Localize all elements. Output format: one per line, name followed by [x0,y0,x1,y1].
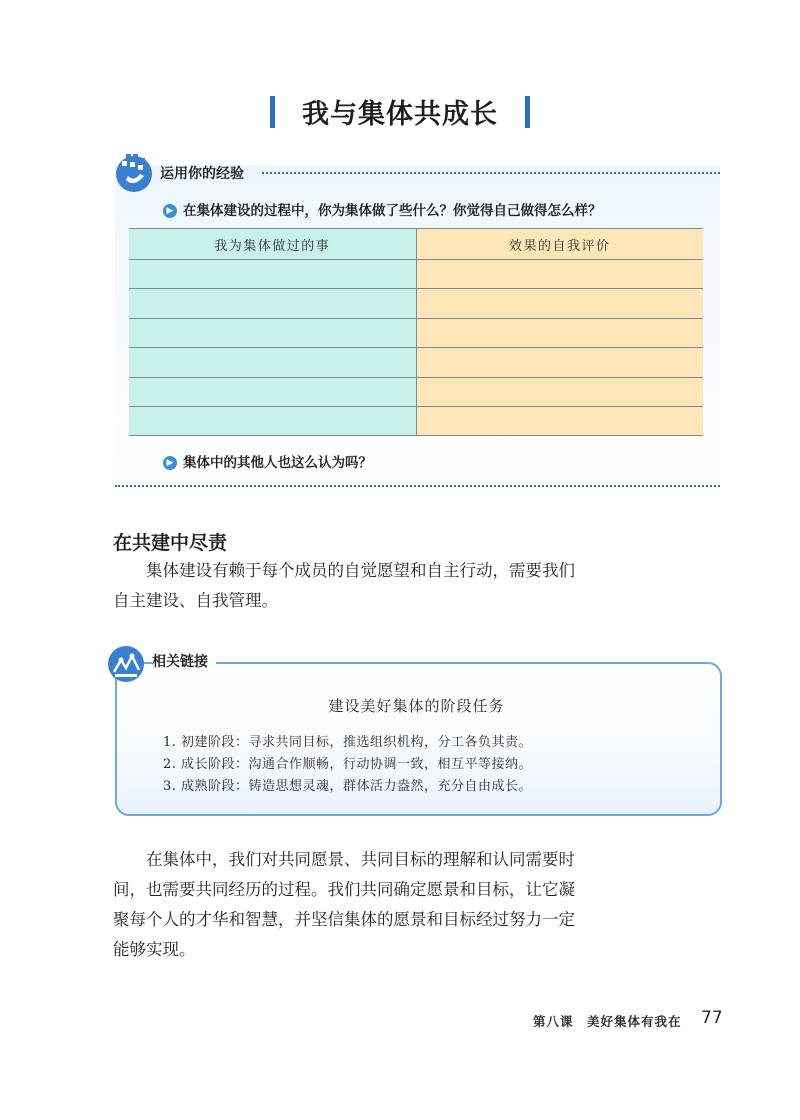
play-arrow-icon: ▶ [163,204,177,218]
table-cell [129,406,416,435]
table-row [129,406,703,435]
list-item: 1. 初建阶段：寻求共同目标，推选组织机构，分工各负其责。 [163,735,533,750]
table-cell [129,289,416,318]
section-paragraph: 集体建设有赖于每个成员的自觉愿望和自主行动，需要我们自主建设、自我管理。 [113,561,575,610]
play-arrow-icon: ▶ [163,456,177,470]
question-1-text: 在集体建设的过程中，你为集体做了些什么？你觉得自己做得怎么样？ [183,203,602,219]
question-2-text: 集体中的其他人也这么认为吗？ [183,455,372,471]
table-cell [129,260,416,289]
page-number: 77 [701,1008,723,1028]
experience-label: 运用你的经验 [160,166,244,182]
experience-divider-top [262,172,720,174]
lesson-footer: 第八课 美好集体有我在 [533,1014,682,1029]
table-row [129,289,703,318]
table-header-deeds: 我为集体做过的事 [129,229,416,260]
table-cell [129,318,416,347]
table-cell [416,348,703,377]
table-cell [416,318,703,347]
page-title: 我与集体共成长 [302,99,498,130]
list-item: 2. 成长阶段：沟通合作顺畅，行动协调一致，相互平等接纳。 [163,757,533,772]
experience-table [129,228,703,436]
question-2 [163,451,372,471]
title-bar-left [270,96,275,128]
related-link-label: 相关链接 [152,651,216,671]
closing-paragraph: 在集体中，我们对共同愿景、共同目标的理解和认同需要时间，也需要共同经历的过程。我们共同确定愿景和目标，让它凝聚每个人的才华和智慧，并坚信集体的愿景和目标经过努力一定能够实现。 [113,850,575,959]
related-link-title: 建设美好集体的阶段任务 [328,697,505,715]
section-heading: 在共建中尽责 [113,532,228,554]
table-row [129,377,703,406]
table-cell [129,377,416,406]
table-cell [416,406,703,435]
table-row [129,318,703,347]
experience-divider-bottom [115,485,720,487]
table-row [129,260,703,289]
related-link-icon [106,644,146,684]
table-row [129,348,703,377]
table-cell [416,289,703,318]
title-bar-right [525,96,530,128]
table-cell [416,260,703,289]
list-item: 3. 成熟阶段：铸造思想灵魂，群体活力盎然，充分自由成长。 [163,779,533,794]
table-header-evaluation: 效果的自我评价 [416,229,703,260]
question-1 [163,199,602,219]
experience-icon [112,150,156,194]
table-cell [129,348,416,377]
table-cell [416,377,703,406]
page-title-block [0,92,800,131]
stage-task-list [163,732,532,798]
